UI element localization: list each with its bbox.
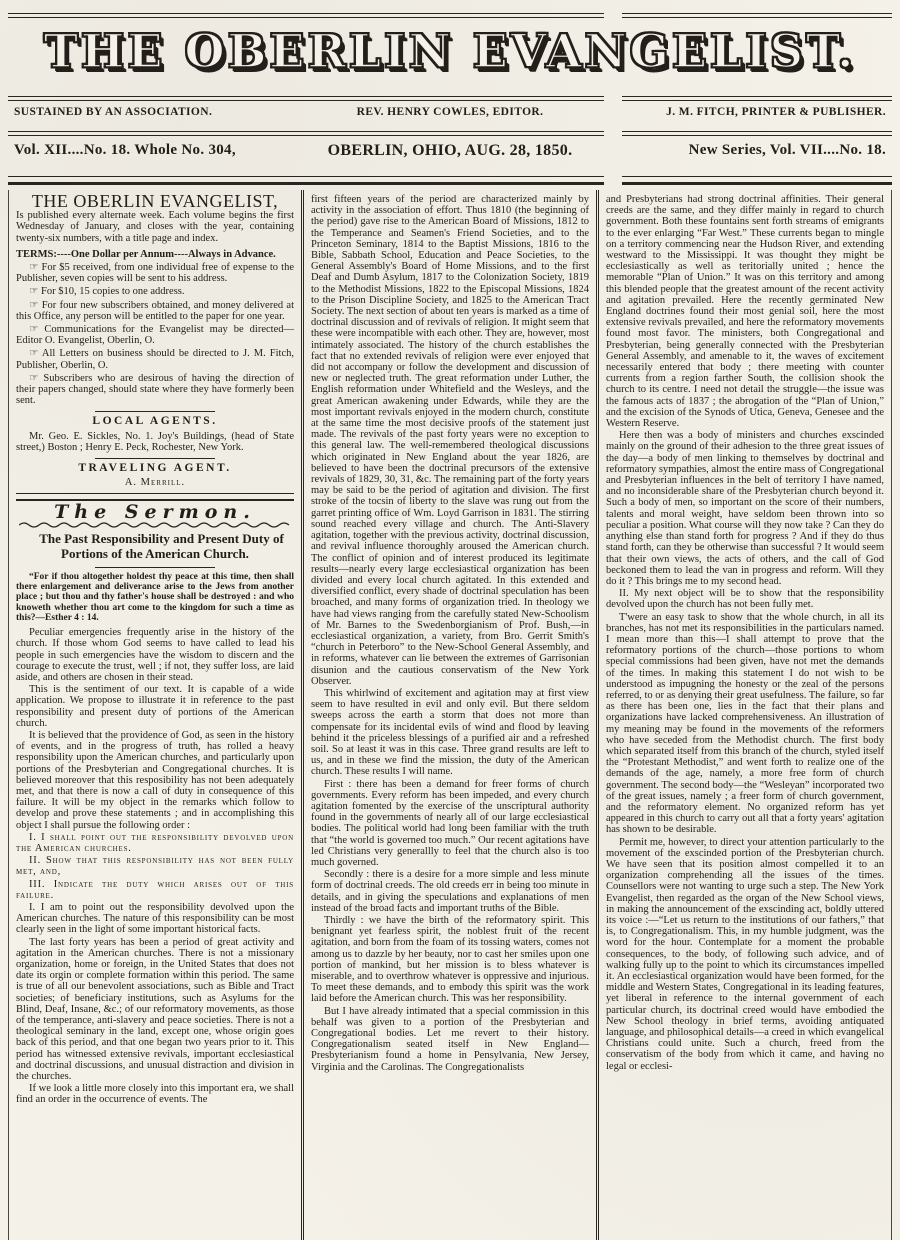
place-dateline: OBERLIN, OHIO, AUG. 28, 1850. xyxy=(327,142,573,159)
double-rule xyxy=(8,96,892,101)
rule-segment xyxy=(622,176,893,185)
byline-association: SUSTAINED BY AN ASSOCIATION. xyxy=(14,106,213,118)
outline-head-2: II. Show that this responsibility has not been fully met, and, xyxy=(16,855,294,878)
subscription-notice: ☞ For $10, 15 copies to one address. xyxy=(29,286,185,298)
dateline-row xyxy=(14,142,886,160)
paragraph: The last forty years has been a period of great activity and agitation in the American churches. There is not a missionary organization, home or foreign, in the United States that does not date its orgin or complete formation within this period. The same is true of all our benevolent associations, such as Bible and Tract societies; of beneficiary institutions, such as Asylums for the Blind, Deaf, Insane, &c.; of our reformatory movements, as those of the temperance, anti-slavery and peace societies. There is not a theological seminary in the land, except one, whose origin goes back of this period, and that one began two years prior to it. This period has witnessed extensive revivals, important ecclesiastical and doctrinal discussions, and unusual distraction and division in the churches. xyxy=(16,936,294,1083)
double-rule xyxy=(8,131,892,136)
section-divider-rule xyxy=(16,493,294,501)
column-1 xyxy=(9,190,301,1240)
rule-segment xyxy=(8,96,604,101)
byline-editor: REV. HENRY COWLES, EDITOR. xyxy=(356,106,544,118)
paragraph: If we look a little more closely into this important era, we shall find an order in the occurrence of events. The xyxy=(16,1083,294,1106)
top-double-rule xyxy=(8,13,892,18)
subscription-notice: ☞ For four new subscribers obtained, and money delivered at this Office, any person will be entitled to the paper for one year. xyxy=(16,299,294,322)
short-rule xyxy=(95,458,215,459)
masthead-title: THE OBERLIN EVANGELIST. xyxy=(43,24,857,78)
paper-title: THE OBERLIN EVANGELIST, xyxy=(31,191,279,211)
subscription-notice: ☞ For $5 received, from one individual free of expense to the Publisher, seven copies will be sent to his address. xyxy=(16,262,294,285)
subscription-notice: ☞ Communications for the Evangelist may be directed—Editor O. Evangelist, Oberlin, O. xyxy=(16,324,294,347)
paragraph: First : there has been a demand for freer forms of church governments. Every reform has been impeded, and every church agitation fomented by the exercise of the unscriptural authority found in the governments of nearly all of our large ecclesiastical bodies. The political world had long been familiar with the truth that “the world is governed too much.” Our recent agitations have led Christians very generallly to feel that the church also is too much governed. xyxy=(311,778,589,868)
heavy-rule xyxy=(8,176,892,185)
paragraph: Thirdly : we have the birth of the reformatory spirit. This benignant yet fearless spirit, the noblest fruit of the recent agitation, and born from the foam of its tossing waters, comes not among us to dazzle by her beauty, nor to cast her smiles upon one portion of mankind, but her mission is to bless whatever is miserable, and to overthrow whatever is oppressive and injurious. To meet these demands, and to embody this spirit was the work laid before the American church. This was her responsibility. xyxy=(311,915,589,1005)
traveling-agent-heading: TRAVELING AGENT. xyxy=(78,462,232,475)
paragraph: Permit me, however, to direct your attention particularly to the movement of the exscinded portion of the Presbyterian church. We have seen that its position almost compelled it to an organization comprehending all the issues of the times. Counsellors were not wanting to urge such a step. The New York Evangelist, then regarded as the organ of the New School views, in making the announcement of the exscinding act, boldly uttered its voice :—“Let us return to the institutions of our fathers,” that is, to Congregationalism. This, in my humble judgment, was the word for the hour. Contemplate for a moment the probable consequences, to the body, of following such advice, and of walking fully up to the point to which its circumstances impelled it. An ecclesiastical organization would have been formed, for the middle and Western States, Congregational in its leading features, yet liberal in reference to the internal government of each particular church, its doctrinal creed would have embodied the New School theology in brief terms, avoiding antiquated language, and philosophical details—a creed in which evangelical Christians could unite. Such a church, freed from the conservatism of the body from which it came, and having no legal or ecclesi- xyxy=(606,836,884,1072)
outline-head-1: I. I shall point out the responsibility devolved upon the American churches. xyxy=(16,831,294,855)
column-2 xyxy=(301,190,596,1240)
rule-segment xyxy=(622,13,893,18)
paragraph: This is the sentiment of our text. It is capable of a wide application. We propose to illustrate it in reference to the past responsibility and present duty of portions of the American church. xyxy=(16,684,294,729)
short-rule xyxy=(95,567,215,568)
volume-number-right: New Series, Vol. VII....No. 18. xyxy=(688,142,887,158)
paragraph: Here then was a body of ministers and churches exscinded mainly on the ground of their adhesion to the three great issues of the day—a body of men linking to themselves by doctrinal and reformatory sympathies, almost the entire mass of Congregational and Presbyterian influences in the belt of territory I have named, and no inconsiderable share of the Presbyterian church beyond it. Such a body of men, so important on the score of their numbers, talents and moral weight, have seldom been thrown into so peculiar a position. What course will they now take ? Can they do anything else than stand forth for progress ? And if they do thus stand forth, can they be otherwise than successful ? It would seem that their own views, the acts of others, and the call of God beckoned them to lead the van in progress and reform. Will they do it ? This brings me to my second head. xyxy=(606,430,884,587)
subscription-notice: ☞ Subscribers who are desirous of having the direction of their papers changed, should state where they have formerly been sent. xyxy=(16,372,294,407)
paragraph: Peculiar emergencies frequently arise in the history of the church. If those whom God seems to have called to lead his people in such emergencies have the wisdom to discern and the courage to execute the trust, well ; if not, they suffer loss, are laid aside, and others are chosen in their stead. xyxy=(16,627,294,683)
rule-segment xyxy=(622,96,893,101)
sermon-section-heading: The Sermon. xyxy=(54,501,256,524)
paragraph: II. My next object will be to show that the responsibility devolved upon the church has not been fully met. xyxy=(606,588,884,611)
subscription-notice: ☞ All Letters on business should be directed to J. M. Fitch, Publisher, Oberlin, O. xyxy=(16,348,294,371)
paragraph: This whirlwind of excitement and agitation may at first view seem to have resulted in evil and only evil. But there seldom sweeps across the earth a storm that does not more than compensate for its incidental evils of wind and flood by leaving behind it the priceless blessings of a purified air and a refreshed soil. So at least it was in this case. Three grand results are left to us, and in these we find the mission, the duty of the American church. These results I will name. xyxy=(311,687,589,778)
local-agents-heading: LOCAL AGENTS. xyxy=(92,415,218,428)
column-3 xyxy=(596,190,891,1240)
paragraph: I. I am to point out the responsibility devolved upon the American churches. The nature of this responsibility can be most clearly seen in the light of some important historical facts. xyxy=(16,902,294,936)
rule-segment xyxy=(8,131,604,136)
volume-number-left: Vol. XII....No. 18. Whole No. 304, xyxy=(14,142,236,158)
paragraph: But I have already intimated that a special commission in this behalf was given to a portion of the Presbyterian and Congregational bodies. Let me revert to their history. Congregationalism seated itself in New England—Presbyterianism found a home in Pensylvania, New Jersey, Virginia and the Carolinas. The Congregationalists xyxy=(311,1005,589,1073)
rule-segment xyxy=(8,176,604,185)
scripture-quote: “For if thou altogether holdest thy peace at this time, then shall there enlargement and deliverance arise to the Jews from another place ; but thou and thy father's house shall be destroyed : and who knoweth whether thou art come to the kingdom for such a time as this?—Esther 4 : 14. xyxy=(16,571,294,623)
paragraph: T'were an easy task to show that the whole church, in all its branches, has not met its responsibilities in the particulars named. I mean more than this—I shall attempt to prove that the reformatory portions of the church—those portions to whom special commissions had been given, have not met the demands of the times. In making this statement I do not wish to be understood as impugning the honesty or the zeal of the persons referred, to or as denying their great usefulness. The failure, so far as there has been one, lies in the fact that their plans and organizations have lacked comprehensiveness. An illustration of my meaning may be found in the movements of the reformers who have seceded from the Methodist church. The first body which separated itself from this branch of the church, styled itself the “Protestant Methodist,” and went forth to realize one of the demands of the age, namely, a more free form of church government. The second body—the “Wesleyan” incorporated two of the great issues, namely ; a freer form of church government, and the reformatory element. No organized reform has yet appeared in this church to carry out all that a forty years' agitation has shown to be desirable. xyxy=(606,611,884,836)
traveling-agent-name: A. Merrill. xyxy=(124,477,186,489)
paragraph: It is believed that the providence of God, as seen in the history of events, and in the progress of truth, has rolled a heavy responsibility upon the American churches, and particularly upon portions of the Presbyterian and Congregational churches. It is believed moreover that this resposibility has not been adequately met, and that there is now a call of duty in consequence of this failure. It will be my object in the remarks which follow to develop and prove these statements ; and in accomplishing this object I shall pursue the following order : xyxy=(16,729,294,831)
local-agents-text: Mr. Geo. E. Sickles, No. 1. Joy's Buildings, (head of State street,) Boston ; Henry E. Peck, Rochester, New York. xyxy=(16,430,294,453)
short-rule xyxy=(95,411,215,412)
paragraph: first fifteen years of the period are characterized mainly by activity in the association of effort. Thus 1810 (the beginning of the period) gave rise to the American Board of Missions, 1812 to the Temperance and Seamen's Friend Societies, and to the Princeton Seminary, 1814 to the Baptist Missions, 1816 to the Bible, Sabbath School, Education and Peace Societies, to the General Assembly's Board of Home Missions, and to the first Deaf and Dumb Asylum, 1817 to the Colonization Society, 1819 to the Methodist Missions, 1822 to the Episcopal Missions, 1824 to the Prison Discipline Society, and 1825 to the American Tract Society. The next section of about ten years is marked as a time of doctrinal discussion and of revivals of religion. It might seem that these were incompatible with each other. They are, however, most intimately associated. The history of the church establishes the fact that no extended revivals of religion were ever enjoyed that did not accompany or follow the development and discussion of new or neglected truth. The great reformation under Luther, the English reformation under Whitefield and the Wesleys, and the great American awakening under Edwards, while they are the most important revivals enjoyed in the modern church, constitute at the same time the most decisive proofs of the statement just made. The revivals of the past forty years were no exception to this general law. The well-remembered theological discussions which originated in New England about the year 1826, are believed to have been the doctrinal precursors of the extensive revivals of 1829, 30, 31, &c. The remaining part of the forty years may be said to be the period of agitation and division. The first stroke of the tocsin of liberty to the slave was rung out from the garret printing office of Wm. Loyd Garrison in 1831. The stirring sound reached every village and church. The Anti-Slavery agitation, together with the previous activity, doctrinal discussion, and revival influence thoroughly aroused the American church. The conflict of opinion and of interest produced its legitimate results—nearly every large ecclesiastical organization has been divided and every local church agitated. In this extended and diversified conflict, every shade of doctrinal speculation has been broached, and many forms of organization tried. In theology we have had views ranging from the carefully stated New-Schoolism of Mr. Barnes to the Swedenborgianism of Prof. Bush,—in ecclesiastical organization, a variety, from Bro. Gerrit Smith's “church in Peterboro” to the New-School General Assembly, and in reforms, whatever can lie between the extremes of Garrisonian disunion and the cautious conservatism of the New York Observer. xyxy=(311,194,589,687)
rule-segment xyxy=(8,13,604,18)
sermon-title: The Past Responsibility and Present Duty of Portions of the American Church. xyxy=(39,530,284,562)
publication-info: Is published every alternate week. Each volume begins the first Wednesday of January, and closes with the year, containing twenty-six numbers, with a title page and index. xyxy=(16,210,294,244)
rule-segment xyxy=(622,131,893,136)
byline-row xyxy=(14,106,886,118)
outline-head-3: III. Indicate the duty which arises out of this failure. xyxy=(16,878,294,901)
body-columns xyxy=(8,190,892,1240)
paragraph: Secondly : there is a desire for a more simple and less minute form of doctrinal creeds. The old creeds err in being too minute in details, and in giving the speculations and explanations of men instead of the broad facts and important truths of the Bible. xyxy=(311,869,589,914)
byline-publisher: J. M. FITCH, PRINTER & PUBLISHER. xyxy=(666,106,887,118)
paragraph: and Presbyterians had strong doctrinal affinities. Their general creeds are the same, and they differ mainly in regard to church government. Both these fountains sent forth streams of emigrants to the ever enlarging “Far West.” These currents began to mingle on a territory commencing near the Hudson River, and extending westward to the Mississippi. It was thought they might be ecclesiastically as well as teritorially united ; hence the memorable “Plan of Union.” It was on this territory and among this blended people that the greatest amount of the recent activity and agitation prevailed. Here the recently germinated New England doctrines found their most genial soil, here the most extensive revivals prevailed, and here the reformatory movements found most favor. The ministers, both Congregational and Presbyterian, being generally connected with the Presbyterian General Assembly, and amenable to it, the waves of excitement necessarily entered that body ; there meeting with counter currents from a region farther South, the collision shook the church to its centre. I need not detail the struggle—the issue was the famous acts of 1837 ; the abrogation of the “Plan of Union,” and the excision of the Synods of Utica, Geneva, Genesee and the Western Reserve. xyxy=(606,194,884,430)
terms-line: TERMS:----One Dollar per Annum----Always in Advance. xyxy=(16,248,276,260)
